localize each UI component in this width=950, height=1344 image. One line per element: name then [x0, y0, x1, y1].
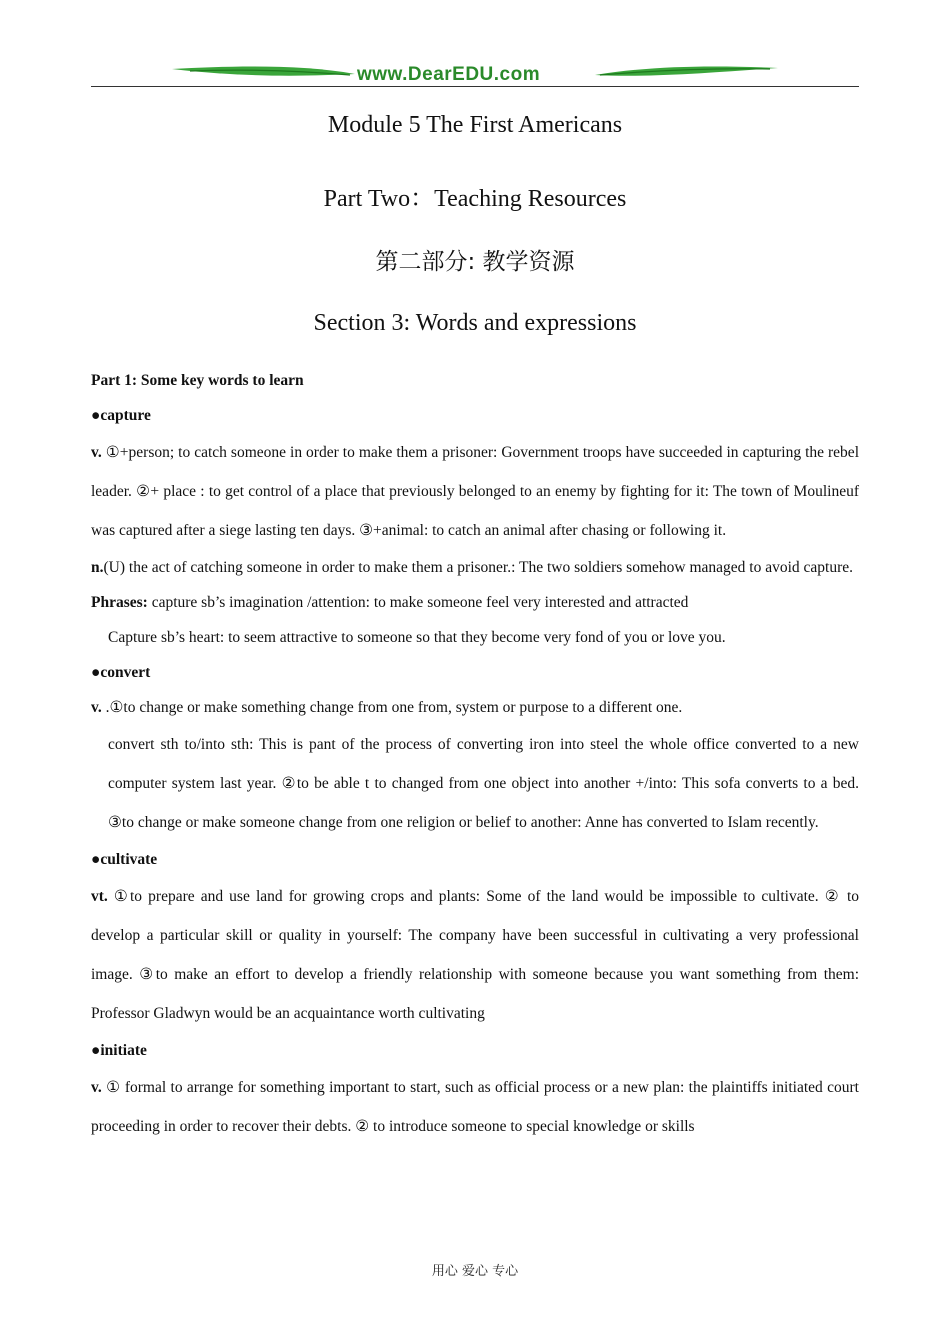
pos-label: v. [91, 444, 102, 461]
pos-label: vt. [91, 888, 108, 905]
phrases-text: capture sb’s imagination /attention: to make someone feel very interested and attracted [147, 594, 689, 611]
word-heading-initiate: ●initiate [91, 1042, 147, 1059]
capture-verb-definition [91, 433, 859, 550]
word-heading-capture: ●capture [91, 407, 151, 424]
word-heading-cultivate: ●cultivate [91, 851, 158, 868]
convert-verb-definition [91, 690, 859, 725]
capture-phrases [91, 585, 859, 620]
cultivate-verb-definition [91, 877, 859, 1033]
section-title: Section 3: Words and expressions [313, 310, 637, 336]
capture-phrase-2: Capture sb’s heart: to seem attractive to someone so that they become very fond of you or love you. [108, 629, 726, 646]
document-body [91, 363, 859, 1146]
pos-label: v. [91, 699, 102, 716]
module-title: Module 5 The First Americans [327, 112, 623, 138]
phrases-label: Phrases: [91, 594, 148, 611]
header-rule [91, 86, 859, 87]
definition-text: ①+person; to catch someone in order to make them a prisoner: Government troops have succeeded in capturing the rebel leader. ②+ place : to get control of a place that previously belonged to an enemy by fighting for it: The town of Moulineuf was captured after a siege lasting ten days. ③+animal: to catch an animal after chasing or following it. [91, 444, 859, 539]
capture-noun-definition [91, 550, 859, 585]
definition-text: ① formal to arrange for something important to start, such as official process or a new plan: the plaintiffs initiated court proceeding in order to recover their debts. ② to introduce someone to special knowledge or skills [91, 1079, 859, 1135]
part-title: Part Two：Teaching Resources [323, 186, 627, 212]
part1-heading: Part 1: Some key words to learn [91, 372, 304, 389]
pos-label: n. [91, 559, 104, 576]
site-logo-text: www.DearEDU.com [357, 64, 541, 85]
page-footer: 用心 爱心 专心 [431, 1264, 519, 1279]
definition-text: (U) the act of catching someone in order to make them a prisoner.: The two soldiers somehow managed to avoid capture. [103, 559, 854, 576]
word-heading-convert: ●convert [91, 664, 151, 681]
definition-text: .①to change or make something change from one from, system or purpose to a different one. [101, 699, 683, 716]
part-title-chinese: 第二部分: 教学资源 [375, 249, 575, 275]
initiate-verb-definition [91, 1068, 859, 1146]
convert-verb-definition-cont: convert sth to/into sth: This is pant of the process of converting iron into steel the whole office converted to a new computer system last year. ②to be able t to changed from one object into another +/into: This sofa converts to a bed. ③to change or make someone change from one religion or belief to another: Anne has converted to Islam recently. [108, 736, 859, 831]
pos-label: v. [91, 1079, 102, 1096]
definition-text: ①to prepare and use land for growing crops and plants: Some of the land would be impossible to cultivate. ② to develop a particular skill or quality in yourself: The company have been successful in cultivating a very professional image. ③to make an effort to develop a friendly relationship with someone because you want something from them: Professor Gladwyn would be an acquaintance worth cultivating [91, 888, 859, 1022]
